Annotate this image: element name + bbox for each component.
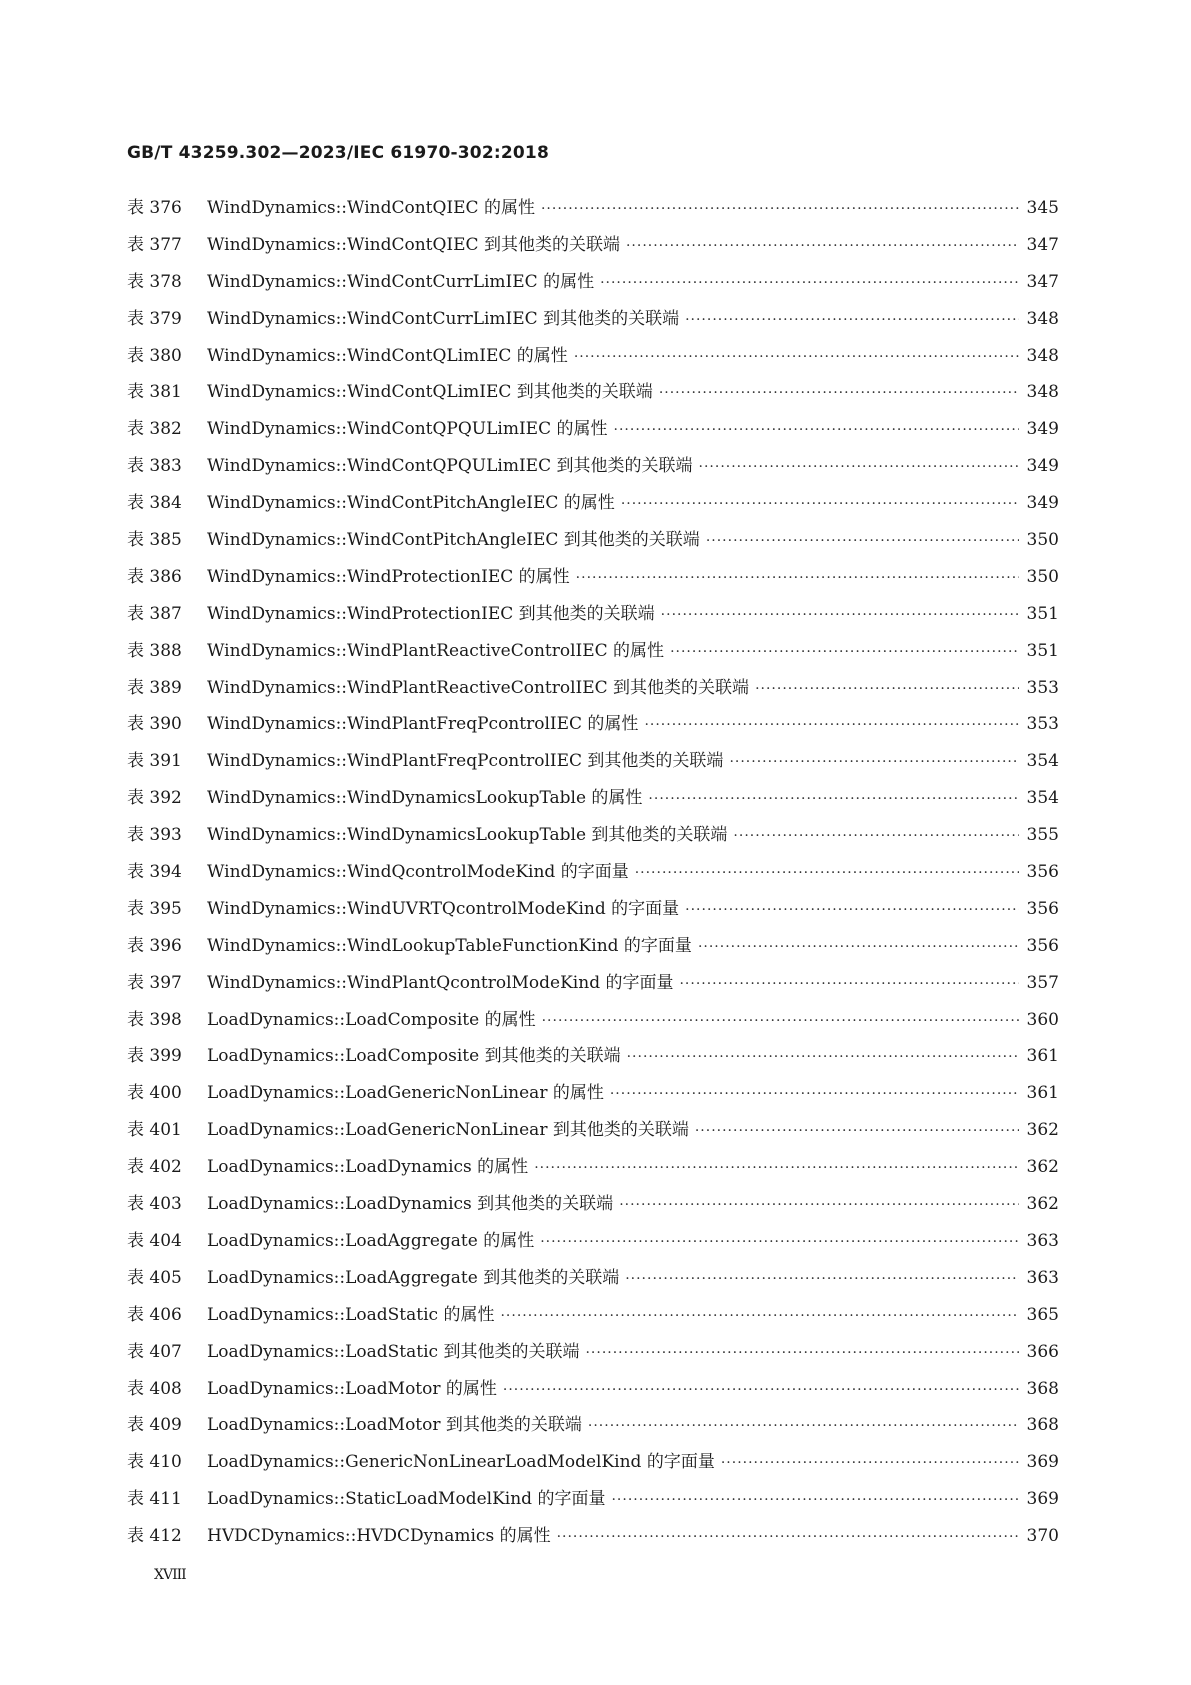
- toc-dot-leader: [679, 976, 1019, 992]
- toc-entry-title: WindDynamics::WindContQLimIEC 的属性: [207, 345, 568, 366]
- toc-dot-leader: [585, 1345, 1019, 1361]
- toc-entry-title: WindDynamics::WindQcontrolModeKind 的字面量: [207, 862, 629, 883]
- page-number: XVIII: [154, 1567, 186, 1583]
- toc-entry-page: 354: [1026, 751, 1059, 772]
- toc-entry-label: 表 409: [127, 1415, 182, 1436]
- toc-dot-leader: [648, 791, 1019, 807]
- toc-entry-page: 363: [1026, 1230, 1059, 1251]
- toc-entry-title: WindDynamics::WindProtectionIEC 的属性: [207, 566, 570, 587]
- toc-entry-page: 363: [1026, 1267, 1059, 1288]
- toc-dot-leader: [698, 939, 1019, 955]
- toc-entry[interactable]: [127, 1337, 1059, 1374]
- toc-dot-leader: [614, 422, 1019, 438]
- toc-entry[interactable]: [127, 1005, 1059, 1042]
- toc-entry-page: 355: [1026, 825, 1059, 846]
- toc-dot-leader: [695, 1123, 1019, 1139]
- toc-dot-leader: [670, 644, 1019, 660]
- toc-entry-page: 369: [1026, 1489, 1059, 1510]
- toc-dot-leader: [588, 1418, 1019, 1434]
- toc-entry[interactable]: [127, 783, 1059, 820]
- toc-dot-leader: [574, 349, 1019, 365]
- toc-entry-title: LoadDynamics::LoadGenericNonLinear 的属性: [207, 1083, 604, 1104]
- toc-entry-page: 356: [1026, 935, 1059, 956]
- toc-dot-leader: [540, 1234, 1019, 1250]
- toc-entry-title: WindDynamics::WindContQIEC 的属性: [207, 198, 535, 218]
- toc-entry-page: 353: [1026, 677, 1059, 698]
- toc-entry-label: 表 388: [127, 640, 182, 661]
- toc-dot-leader: [621, 496, 1019, 512]
- toc-entry[interactable]: [127, 673, 1059, 710]
- toc-entry-title: LoadDynamics::LoadDynamics 的属性: [207, 1157, 529, 1178]
- toc-dot-leader: [659, 385, 1019, 401]
- toc-entry-page: 354: [1026, 788, 1059, 809]
- toc-dot-leader: [733, 828, 1019, 844]
- toc-entry-page: 349: [1026, 456, 1059, 477]
- toc-entry-label: 表 376: [127, 198, 182, 218]
- toc-entry[interactable]: [127, 1152, 1059, 1189]
- toc-entry-page: 366: [1026, 1341, 1059, 1362]
- toc-entry-label: 表 404: [127, 1230, 182, 1251]
- toc-entry[interactable]: [127, 1263, 1059, 1300]
- toc-entry-label: 表 411: [127, 1489, 182, 1510]
- toc-entry[interactable]: [127, 304, 1059, 341]
- toc-entry-page: 356: [1026, 862, 1059, 883]
- toc-entry-title: WindDynamics::WindLookupTableFunctionKind 的字面量: [207, 935, 692, 956]
- toc-dot-leader: [644, 717, 1019, 733]
- toc-entry-title: LoadDynamics::GenericNonLinearLoadModelKind 的字面量: [207, 1452, 715, 1473]
- toc-dot-leader: [576, 570, 1019, 586]
- toc-entry-title: LoadDynamics::LoadDynamics 到其他类的关联端: [207, 1194, 614, 1215]
- toc-entry[interactable]: [127, 1115, 1059, 1152]
- toc-dot-leader: [685, 902, 1019, 918]
- toc-dot-leader: [500, 1308, 1019, 1324]
- toc-entry-label: 表 405: [127, 1267, 182, 1288]
- toc-entry-title: WindDynamics::WindDynamicsLookupTable 的属性: [207, 788, 643, 809]
- toc-entry-page: 353: [1026, 714, 1059, 735]
- toc-entry-label: 表 393: [127, 825, 182, 846]
- toc-entry-title: WindDynamics::WindContQLimIEC 到其他类的关联端: [207, 382, 653, 403]
- toc-entry-page: 350: [1026, 566, 1059, 587]
- toc-entry-title: WindDynamics::WindUVRTQcontrolModeKind 的字面量: [207, 898, 680, 919]
- toc-entry-page: 368: [1026, 1378, 1059, 1399]
- toc-dot-leader: [557, 1529, 1019, 1545]
- toc-entry-page: 369: [1026, 1452, 1059, 1473]
- toc-entry-label: 表 398: [127, 1009, 182, 1030]
- toc-entry-title: WindDynamics::WindPlantFreqPcontrolIEC 的属性: [207, 714, 639, 735]
- toc-entry-label: 表 384: [127, 493, 182, 514]
- toc-entry-title: WindDynamics::WindPlantQcontrolModeKind 的字面量: [207, 972, 674, 993]
- toc-entry-label: 表 406: [127, 1304, 182, 1325]
- toc-dot-leader: [635, 865, 1019, 881]
- toc-entry-label: 表 385: [127, 530, 182, 551]
- toc-entry-label: 表 401: [127, 1120, 182, 1141]
- toc-entry-title: LoadDynamics::LoadStatic 到其他类的关联端: [207, 1341, 580, 1362]
- toc-entry-title: WindDynamics::WindContQPQULimIEC 到其他类的关联端: [207, 456, 693, 477]
- toc-entry-page: 348: [1026, 308, 1059, 329]
- toc-entry[interactable]: [127, 267, 1059, 304]
- toc-entry-page: 349: [1026, 493, 1059, 514]
- toc-entry-label: 表 389: [127, 677, 182, 698]
- toc-entry[interactable]: [127, 525, 1059, 562]
- toc-entry[interactable]: [127, 230, 1059, 267]
- toc-entry[interactable]: [127, 193, 1059, 230]
- toc-entry-title: LoadDynamics::LoadGenericNonLinear 到其他类的关联端: [207, 1120, 689, 1141]
- toc-entry-page: 365: [1026, 1304, 1059, 1325]
- toc-entry-title: WindDynamics::WindContCurrLimIEC 的属性: [207, 271, 595, 292]
- toc-entry[interactable]: [127, 1041, 1059, 1078]
- toc-entry-title: LoadDynamics::LoadMotor 的属性: [207, 1378, 497, 1399]
- toc-entry-title: HVDCDynamics::HVDCDynamics 的属性: [207, 1526, 551, 1547]
- toc-entry[interactable]: [127, 1374, 1059, 1411]
- toc-entry[interactable]: [127, 857, 1059, 894]
- toc-entry-label: 表 394: [127, 862, 182, 883]
- toc-entry[interactable]: [127, 1410, 1059, 1447]
- toc-entry[interactable]: [127, 599, 1059, 636]
- toc-entry-page: 370: [1026, 1526, 1059, 1547]
- toc-entry-page: 357: [1026, 972, 1059, 993]
- toc-entry-label: 表 407: [127, 1341, 182, 1362]
- toc-entry-page: 351: [1026, 603, 1059, 624]
- toc-entry[interactable]: [127, 636, 1059, 673]
- toc-entry[interactable]: [127, 746, 1059, 783]
- toc-entry-title: WindDynamics::WindContQPQULimIEC 的属性: [207, 419, 608, 440]
- toc-entry-label: 表 391: [127, 751, 182, 772]
- toc-dot-leader: [611, 1492, 1019, 1508]
- toc-entry-label: 表 396: [127, 935, 182, 956]
- toc-entry-page: 362: [1026, 1194, 1059, 1215]
- toc-entry[interactable]: [127, 894, 1059, 931]
- toc-entry-title: WindDynamics::WindPlantReactiveControlIEC 到其他类的关联端: [207, 677, 750, 698]
- toc-dot-leader: [534, 1160, 1019, 1176]
- toc-entry[interactable]: [127, 931, 1059, 968]
- toc-entry-label: 表 377: [127, 234, 182, 255]
- toc-entry-label: 表 400: [127, 1083, 182, 1104]
- toc-entry[interactable]: [127, 341, 1059, 378]
- toc-entry-page: 348: [1026, 345, 1059, 366]
- toc-entry-label: 表 397: [127, 972, 182, 993]
- toc-entry-page: 368: [1026, 1415, 1059, 1436]
- toc-entry[interactable]: [127, 451, 1059, 488]
- toc-entry-page: 360: [1026, 1009, 1059, 1030]
- toc-entry[interactable]: [127, 1521, 1059, 1558]
- toc-dot-leader: [541, 201, 1019, 217]
- toc-entry[interactable]: [127, 562, 1059, 599]
- toc-dot-leader: [610, 1086, 1019, 1102]
- toc-entry-label: 表 380: [127, 345, 182, 366]
- toc-entry-page: 347: [1026, 271, 1059, 292]
- toc-entry-label: 表 395: [127, 898, 182, 919]
- toc-entry-label: 表 379: [127, 308, 182, 329]
- toc-dot-leader: [625, 1271, 1019, 1287]
- toc-entry-label: 表 408: [127, 1378, 182, 1399]
- toc-entry-label: 表 381: [127, 382, 182, 403]
- toc-entry-page: 362: [1026, 1157, 1059, 1178]
- toc-dot-leader: [619, 1197, 1019, 1213]
- toc-entry-label: 表 390: [127, 714, 182, 735]
- toc-entry-title: WindDynamics::WindContCurrLimIEC 到其他类的关联端: [207, 308, 680, 329]
- toc-entry[interactable]: [127, 1300, 1059, 1337]
- toc-entry-label: 表 399: [127, 1046, 182, 1067]
- toc-entry[interactable]: [127, 488, 1059, 525]
- toc-entry-title: LoadDynamics::LoadStatic 的属性: [207, 1304, 495, 1325]
- toc-entry[interactable]: [127, 377, 1059, 414]
- toc-entry-label: 表 387: [127, 603, 182, 624]
- page-header: GB/T 43259.302—2023/IEC 61970-302:2018: [127, 143, 549, 163]
- toc-entry[interactable]: [127, 820, 1059, 857]
- toc-dot-leader: [755, 681, 1019, 697]
- toc-dot-leader: [699, 459, 1019, 475]
- toc-entry-page: 356: [1026, 898, 1059, 919]
- toc-entry[interactable]: [127, 968, 1059, 1005]
- toc-entry[interactable]: [127, 1447, 1059, 1484]
- toc-entry-page: 351: [1026, 640, 1059, 661]
- toc-entry-label: 表 386: [127, 566, 182, 587]
- toc-dot-leader: [503, 1382, 1019, 1398]
- toc-entry-title: WindDynamics::WindContQIEC 到其他类的关联端: [207, 234, 620, 255]
- toc-entry-page: 345: [1026, 198, 1059, 218]
- toc-dot-leader: [627, 1049, 1019, 1065]
- toc-entry[interactable]: [127, 1078, 1059, 1115]
- toc-entry-title: LoadDynamics::LoadAggregate 到其他类的关联端: [207, 1267, 620, 1288]
- toc-entry-page: 349: [1026, 419, 1059, 440]
- toc-entry-title: LoadDynamics::LoadComposite 的属性: [207, 1009, 536, 1030]
- toc-dot-leader: [706, 533, 1019, 549]
- toc-dot-leader: [685, 312, 1019, 328]
- toc-entry[interactable]: [127, 1226, 1059, 1263]
- toc-entry[interactable]: [127, 414, 1059, 451]
- toc-entry[interactable]: [127, 709, 1059, 746]
- toc-entry-title: WindDynamics::WindProtectionIEC 到其他类的关联端: [207, 603, 655, 624]
- toc-entry-title: LoadDynamics::LoadAggregate 的属性: [207, 1230, 535, 1251]
- toc-entry-title: WindDynamics::WindDynamicsLookupTable 到其他类的关联端: [207, 825, 728, 846]
- toc-dot-leader: [729, 754, 1019, 770]
- table-of-contents: [127, 193, 1059, 1558]
- toc-entry-page: 362: [1026, 1120, 1059, 1141]
- toc-entry-page: 348: [1026, 382, 1059, 403]
- toc-entry-label: 表 412: [127, 1526, 182, 1547]
- toc-entry-title: LoadDynamics::StaticLoadModelKind 的字面量: [207, 1489, 606, 1510]
- toc-entry-label: 表 382: [127, 419, 182, 440]
- toc-entry-title: WindDynamics::WindContPitchAngleIEC 的属性: [207, 493, 615, 514]
- toc-entry-label: 表 410: [127, 1452, 182, 1473]
- toc-dot-leader: [542, 1013, 1019, 1029]
- toc-entry[interactable]: [127, 1484, 1059, 1521]
- toc-entry-page: 361: [1026, 1046, 1059, 1067]
- toc-entry-title: WindDynamics::WindPlantFreqPcontrolIEC 到其他类的关联端: [207, 751, 724, 772]
- toc-entry-label: 表 402: [127, 1157, 182, 1178]
- toc-entry-title: LoadDynamics::LoadComposite 到其他类的关联端: [207, 1046, 621, 1067]
- toc-entry-title: WindDynamics::WindPlantReactiveControlIEC 的属性: [207, 640, 665, 661]
- toc-entry[interactable]: [127, 1189, 1059, 1226]
- toc-entry-title: LoadDynamics::LoadMotor 到其他类的关联端: [207, 1415, 582, 1436]
- toc-entry-label: 表 392: [127, 788, 182, 809]
- toc-entry-title: WindDynamics::WindContPitchAngleIEC 到其他类的关联端: [207, 530, 700, 551]
- toc-dot-leader: [661, 607, 1019, 623]
- toc-dot-leader: [626, 238, 1019, 254]
- toc-entry-page: 347: [1026, 234, 1059, 255]
- toc-dot-leader: [600, 275, 1019, 291]
- toc-entry-label: 表 378: [127, 271, 182, 292]
- toc-entry-page: 361: [1026, 1083, 1059, 1104]
- toc-entry-label: 表 403: [127, 1194, 182, 1215]
- toc-dot-leader: [721, 1455, 1019, 1471]
- toc-entry-label: 表 383: [127, 456, 182, 477]
- toc-entry-page: 350: [1026, 530, 1059, 551]
